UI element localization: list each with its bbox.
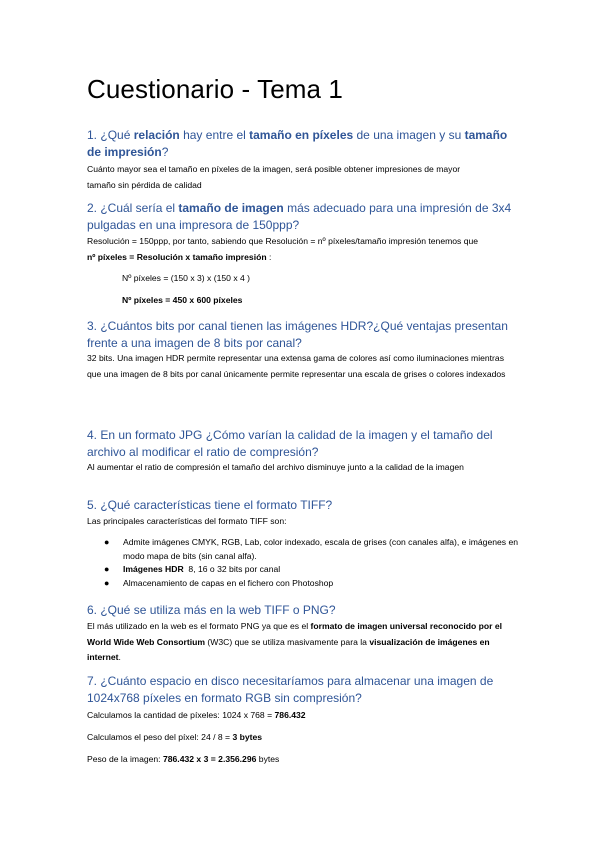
question-4: 4. En un formato JPG ¿Cómo varían la calidad de la imagen y el tamaño del archivo al modificar el ratio de compresión? <box>87 428 493 459</box>
answer-3: 32 bits. Una imagen HDR permite representar una extensa gama de colores así como iluminaciones mientras que una imagen de 8 bits por canal únicamente permite representar una escala de grises o colores indexados <box>87 353 506 379</box>
answer-7-line-3: Peso de la imagen: 786.432 x 3 = 2.356.296 bytes <box>87 754 280 764</box>
list-item: ● Admite imágenes CMYK, RGB, Lab, color indexado, escala de grises (con canales alfa), e imágenes en modo mapa de bits (sin canal alfa). <box>104 537 519 561</box>
tiff-features-list <box>104 536 524 590</box>
answer-4: Al aumentar el ratio de compresión el tamaño del archivo disminuye junto a la calidad de la imagen <box>87 462 464 472</box>
question-number: 1. <box>87 128 98 142</box>
page-title: Cuestionario - Tema 1 <box>87 74 343 104</box>
bullet-icon: ● <box>104 537 110 547</box>
formula-1: Nº píxeles = (150 x 3) x (150 x 4 ) <box>122 273 251 283</box>
bullet-icon: ● <box>104 577 110 588</box>
answer-7-line-2: Calculamos el peso del píxel: 24 / 8 = 3 bytes <box>87 732 263 742</box>
question-5: 5. ¿Qué características tiene el formato TIFF? <box>87 498 333 512</box>
answer-7-line-1: Calculamos la cantidad de píxeles: 1024 x 768 = 786.432 <box>87 710 306 720</box>
question-3: 3. ¿Cuántos bits por canal tienen las imágenes HDR?¿Qué ventajas presentan frente a una imagen de 8 bits por canal? <box>87 319 508 350</box>
answer-5-intro: Las principales características del formato TIFF son: <box>87 516 287 526</box>
question-7: 7. ¿Cuánto espacio en disco necesitaríamos para almacenar una imagen de 1024x768 píxeles en formato RGB sin compresión? <box>87 674 494 705</box>
bullet-icon: ● <box>104 564 110 574</box>
answer-1: Cuánto mayor sea el tamaño en píxeles de la imagen, será posible obtener impresiones de mayor tamaño sin pérdida de calidad <box>87 164 461 190</box>
question-2: 2. ¿Cuál sería el tamaño de imagen más adecuado para una impresión de 3x4 pulgadas en una impresora de 150ppp? <box>87 201 512 232</box>
formula-2: Nº píxeles = 450 x 600 píxeles <box>122 295 243 305</box>
question-1: 1. ¿Qué relación hay entre el tamaño en píxeles de una imagen y su tamaño de impresión? <box>87 128 508 159</box>
answer-2: Resolución = 150ppp, por tanto, sabiendo que Resolución = nº píxeles/tamaño impresión tenemos que nº píxeles = Resolución x tamaño impresión : <box>87 236 479 262</box>
question-6: 6. ¿Qué se utiliza más en la web TIFF o PNG? <box>87 603 336 617</box>
answer-6: El más utilizado en la web es el formato PNG ya que es el formato de imagen universal reconocido por el World Wide Web Consortium (W3C) que se utiliza masivamente para la visualización de imágenes en internet. <box>87 621 503 662</box>
list-item: ● Imágenes HDR 8, 16 o 32 bits por canal <box>104 563 524 577</box>
list-item: ● Almacenamiento de capas en el fichero con Photoshop <box>104 577 524 591</box>
